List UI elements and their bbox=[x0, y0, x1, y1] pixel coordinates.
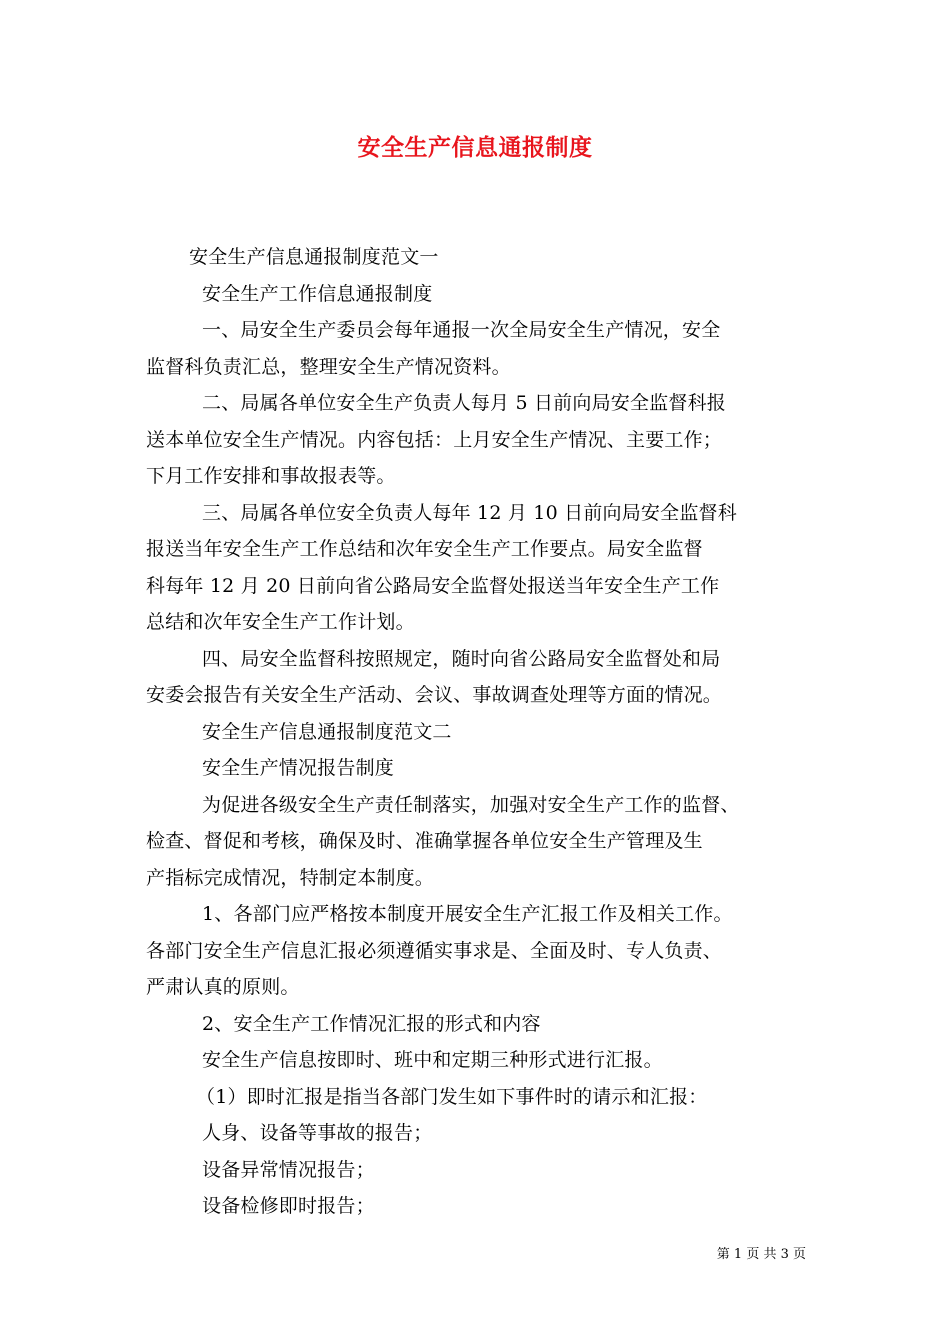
paragraph-line: 安全生产信息按即时、班中和定期三种形式进行汇报。 bbox=[202, 1049, 663, 1071]
paragraph-line: 产指标完成情况，特制定本制度。 bbox=[146, 866, 435, 889]
paragraph-line: 各部门安全生产信息汇报必须遵循实事求是、全面及时、专人负责、 bbox=[146, 939, 723, 962]
paragraph-line: 安委会报告有关安全生产活动、会议、事故调查处理等方面的情况。 bbox=[146, 684, 723, 706]
paragraph-line: 二、局属各单位安全生产负责人每月 5 日前向局安全监督科报 bbox=[202, 392, 726, 414]
paragraph-line: 送本单位安全生产情况。内容包括：上月安全生产情况、主要工作； bbox=[146, 428, 723, 451]
paragraph-line: （1）即时汇报是指当各部门发生如下事件时的请示和汇报： bbox=[196, 1085, 708, 1108]
paragraph-line: 检查、督促和考核，确保及时、准确掌握各单位安全生产管理及生 bbox=[146, 830, 703, 852]
page-number: 第 1 页 共 3 页 bbox=[716, 1247, 806, 1262]
paragraph-line: 2、安全生产工作情况汇报的形式和内容 bbox=[202, 1012, 541, 1035]
paragraph-line: 人身、设备等事故的报告； bbox=[202, 1122, 433, 1144]
paragraph-line: 监督科负责汇总，整理安全生产情况资料。 bbox=[146, 355, 511, 378]
paragraph-line: 四、局安全监督科按照规定，随时向省公路局安全监督处和局 bbox=[202, 647, 721, 670]
paragraph-line: 设备异常情况报告； bbox=[202, 1158, 375, 1181]
document-title: 安全生产信息通报制度 bbox=[357, 134, 593, 161]
paragraph-line: 严肃认真的原则。 bbox=[146, 976, 300, 998]
paragraph-line: 安全生产信息通报制度范文二 bbox=[202, 720, 452, 743]
paragraph-line: 三、局属各单位安全负责人每年 12 月 10 日前向局安全监督科 bbox=[202, 501, 737, 524]
paragraph-line: 为促进各级安全生产责任制落实，加强对安全生产工作的监督、 bbox=[202, 793, 740, 816]
paragraph-line: 总结和次年安全生产工作计划。 bbox=[146, 611, 415, 633]
paragraph-line: 安全生产工作信息通报制度 bbox=[202, 282, 433, 305]
paragraph-line: 1、各部门应严格按本制度开展安全生产汇报工作及相关工作。 bbox=[202, 903, 733, 925]
paragraph-line: 报送当年安全生产工作总结和次年安全生产工作要点。局安全监督 bbox=[146, 538, 703, 560]
document-body bbox=[146, 239, 814, 1225]
paragraph-line: 安全生产信息通报制度范文一 bbox=[189, 246, 439, 268]
paragraph-line: 下月工作安排和事故报表等。 bbox=[146, 465, 396, 487]
paragraph-line: 安全生产情况报告制度 bbox=[202, 757, 395, 779]
paragraph-line: 设备检修即时报告； bbox=[202, 1195, 375, 1217]
paragraph-line: 科每年 12 月 20 日前向省公路局安全监督处报送当年安全生产工作 bbox=[146, 574, 720, 597]
paragraph-line: 一、局安全生产委员会每年通报一次全局安全生产情况，安全 bbox=[202, 319, 721, 341]
